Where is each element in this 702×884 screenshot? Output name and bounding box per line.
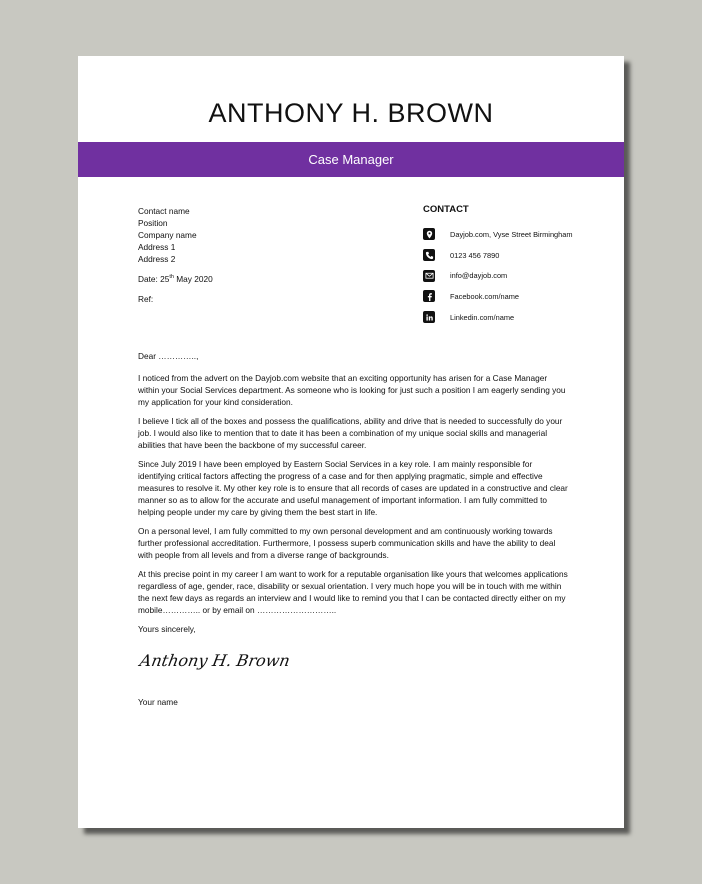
paragraph-experience: Since July 2019 I have been employed by Eastern Social Services in a key role. I am mainly responsible for identifying critical factors affecting the progress of a case and for then applying pragmatic, simple and effective measures to resolve it. My other key role is to ensure that all records of cases are updated in a constructive and clear manner so as to allow for the accurate and useful management of important information. I am fully committed to helping people under my care by giving them the best start in life. [138, 459, 568, 517]
contact-email: info@dayjob.com [450, 271, 508, 281]
paragraph-closing: At this precise point in my career I am want to work for a reputable organisation like yours that welcomes applications regardless of age, gender, race, disability or sexual orientation. I very much hope you will be in touch with me within the next few days as regards an interview and I would like to remind you that I can be contacted directly either on my mobile………….. or by email on ……………………….. [138, 569, 568, 615]
email-icon [423, 270, 435, 282]
recipient-address-1: Address 1 [138, 242, 176, 252]
letter-page [78, 56, 624, 828]
your-name: Your name [138, 697, 178, 707]
paragraph-qualifications: I believe I tick all of the boxes and possess the qualifications, ability and drive that is needed to successfully do your job. I would also like to mention that to date it has been a combination of my unique social skills and managerial abilities that have been the backbone of my successful career. [138, 416, 563, 450]
linkedin-icon [423, 311, 435, 323]
recipient-block [138, 205, 213, 305]
contact-item-facebook [423, 286, 613, 307]
recipient-company: Company name [138, 230, 197, 240]
sign-off: Yours sincerely, [138, 624, 196, 634]
location-icon [423, 228, 435, 240]
job-title-banner [78, 142, 624, 177]
contact-address: Dayjob.com, Vyse Street Birmingham [450, 229, 573, 239]
contact-heading: CONTACT [423, 204, 469, 215]
contact-section [423, 204, 613, 327]
contact-item-location [423, 224, 613, 245]
recipient-address-2: Address 2 [138, 254, 176, 264]
recipient-contact-name: Contact name [138, 206, 190, 216]
contact-item-email [423, 265, 613, 286]
job-title: Case Manager [308, 152, 394, 167]
letter-body [138, 350, 568, 642]
contact-item-phone [423, 245, 613, 266]
paragraph-intro: I noticed from the advert on the Dayjob.com website that an exciting opportunity has arisen for a Case Manager within your Social Services department. As someone who is looking for just such a position I am eagerly sending you my application for your kind consideration. [138, 373, 566, 407]
paragraph-personal: On a personal level, I am fully committed to my own personal development and am continuously working towards further professional accreditation. Furthermore, I possess superb communication skills and have the ability to deal with people from all levels and from a diverse range of backgrounds. [138, 526, 556, 560]
contact-facebook: Facebook.com/name [450, 291, 520, 301]
salutation: Dear ………….., [138, 351, 199, 361]
letter-ref: Ref: [138, 294, 154, 304]
letter-date: Date: 25th May 2020 [138, 274, 213, 284]
facebook-icon [423, 290, 435, 302]
signature: Anthony H. Brown [138, 651, 292, 670]
applicant-name: ANTHONY H. BROWN [208, 98, 494, 128]
contact-phone: 0123 456 7890 [450, 250, 500, 260]
contact-item-linkedin [423, 307, 613, 328]
phone-icon [423, 249, 435, 261]
recipient-position: Position [138, 218, 168, 228]
contact-linkedin: Linkedin.com/name [450, 312, 515, 322]
